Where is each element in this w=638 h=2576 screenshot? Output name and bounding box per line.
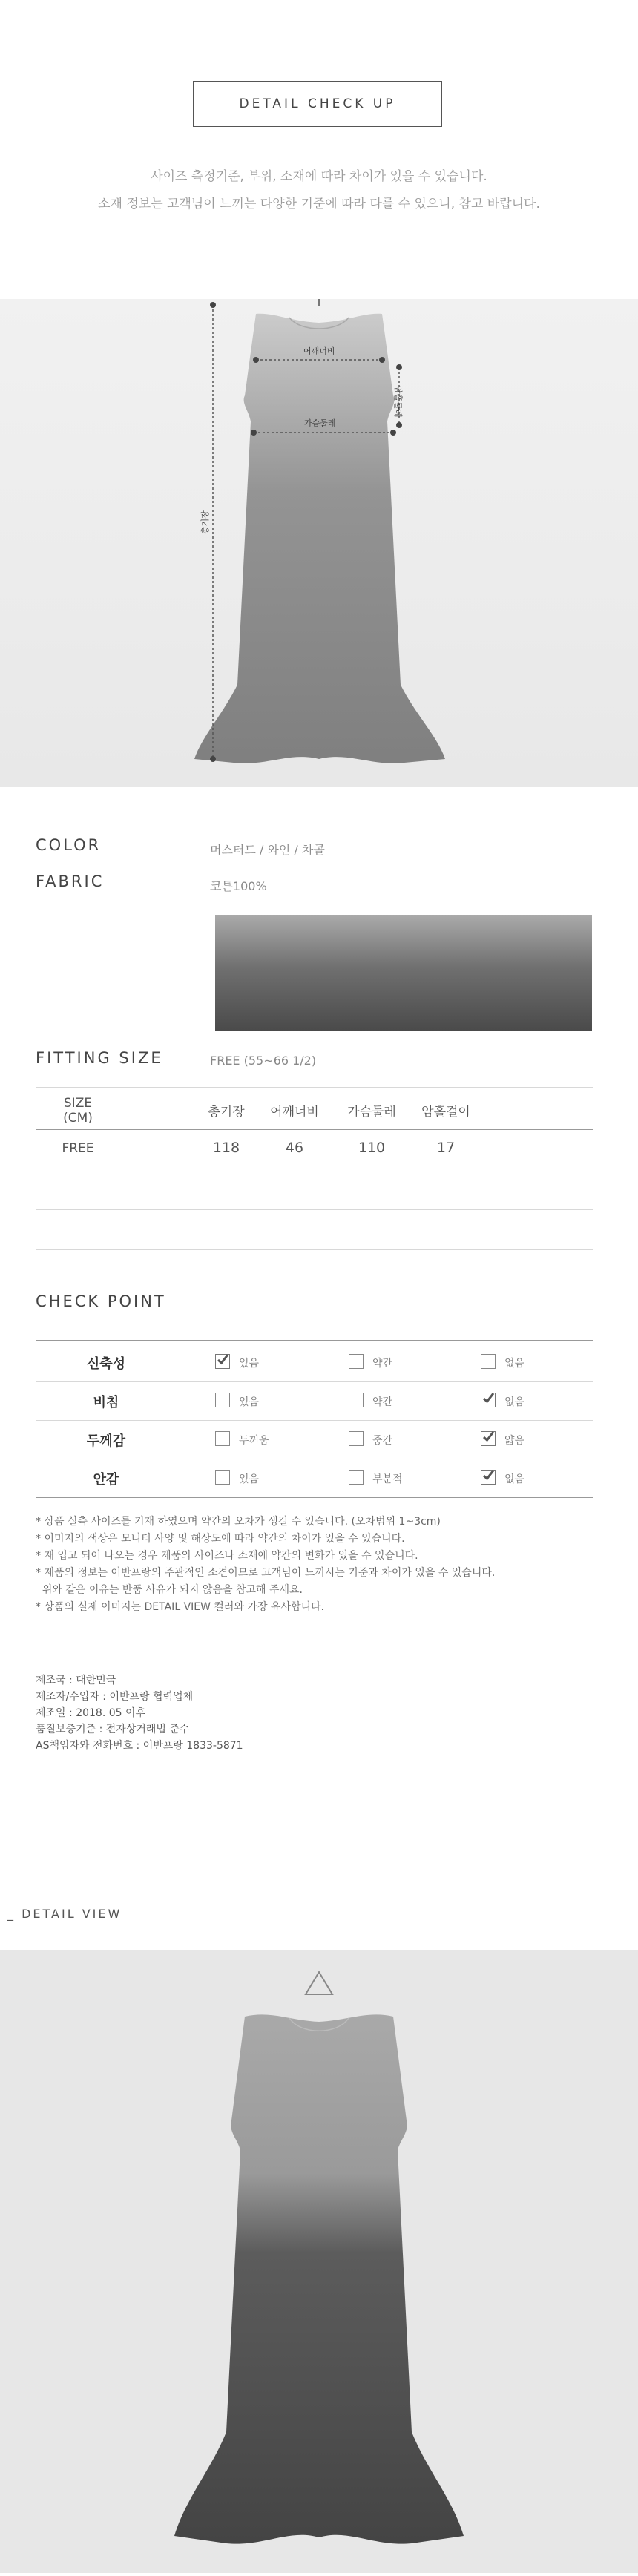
page-title: DETAIL CHECK UP: [193, 81, 442, 127]
row-size: FREE: [62, 1141, 94, 1156]
checkpoint-top-line: [36, 1340, 593, 1341]
fabric-label: FABRIC: [36, 873, 105, 890]
cell-length: 118: [212, 1140, 240, 1156]
table-row-line-3: [36, 1249, 593, 1250]
checkbox[interactable]: [481, 1431, 496, 1446]
checkpoint-row-divider: [36, 1497, 593, 1498]
cell-chest: 110: [358, 1140, 386, 1156]
check-icon: [481, 1392, 495, 1405]
check-icon: [216, 1353, 229, 1367]
cell-shoulder: 46: [285, 1140, 304, 1156]
cell-armhole: 17: [436, 1140, 456, 1156]
checkbox-label: 없음: [504, 1473, 525, 1485]
checkbox-label: 부분적: [372, 1473, 403, 1485]
fabric-value: 코튼100%: [210, 879, 267, 893]
detail-view-label: _ DETAIL VIEW: [7, 1907, 122, 1921]
note-line: 위와 같은 이유는 반품 사유가 되지 않음을 참고해 주세요.: [36, 1584, 303, 1596]
checkbox-label: 두꺼움: [239, 1435, 269, 1447]
dress-detail-illustration: [0, 1950, 638, 2573]
checkpoint-row-label: 비침: [93, 1395, 119, 1410]
label-shoulder: 어깨너비: [303, 346, 335, 356]
checkbox[interactable]: [349, 1431, 364, 1446]
checkbox-label: 얇음: [504, 1435, 525, 1447]
note-line: * 상품 실측 사이즈를 기재 하였으며 약간의 오차가 생길 수 있습니다. (오차범위 1~3cm): [36, 1516, 441, 1528]
maker-info-line: 제조일 : 2018. 05 이후: [36, 1707, 146, 1719]
checkbox-label: 없음: [504, 1358, 525, 1370]
table-row-line-2: [36, 1209, 593, 1210]
fitting-size-label: FITTING SIZE: [36, 1049, 163, 1067]
intro-line-2: 소재 정보는 고객님이 느끼는 다양한 기준에 따라 다를 수 있으니, 참고 바랍니다.: [98, 197, 540, 211]
note-line: * 제품의 정보는 어반프랑의 주관적인 소견이므로 고객님이 느끼시는 기준과 차이가 있을 수 있습니다.: [36, 1567, 496, 1579]
col-armhole: 암홀걸이: [421, 1105, 470, 1120]
size-header: [45, 1096, 111, 1126]
checkbox[interactable]: [215, 1431, 230, 1446]
checkpoint-row-label: 두께감: [86, 1433, 126, 1449]
note-line: * 재 입고 되어 나오는 경우 제품의 사이즈나 소재에 약간의 변화가 있을 수 있습니다.: [36, 1550, 418, 1562]
col-length: 총기장: [208, 1105, 245, 1120]
checkbox[interactable]: [215, 1354, 230, 1369]
table-top-line: [36, 1087, 593, 1088]
fitting-size-value: FREE (55~66 1/2): [210, 1054, 317, 1068]
checkbox[interactable]: [481, 1354, 496, 1369]
intro-line-1: 사이즈 측정기준, 부위, 소재에 따라 차이가 있을 수 있습니다.: [151, 169, 487, 184]
note-line: * 이미지의 색상은 모니터 사양 및 해상도에 따라 약간의 차이가 있을 수 있습니다.: [36, 1533, 405, 1545]
checkbox[interactable]: [481, 1393, 496, 1407]
check-point-label: CHECK POINT: [36, 1292, 166, 1310]
checkpoint-row-divider: [36, 1381, 593, 1382]
maker-info-line: 품질보증기준 : 전자상거래법 준수: [36, 1724, 190, 1735]
maker-info-line: AS책임자와 전화번호 : 어반프랑 1833-5871: [36, 1740, 243, 1752]
checkbox[interactable]: [349, 1393, 364, 1407]
checkbox-label: 중간: [372, 1435, 393, 1447]
checkpoint-row-label: 안감: [93, 1472, 119, 1488]
checkpoint-row-divider: [36, 1420, 593, 1421]
size-header-line1: SIZE: [63, 1096, 93, 1111]
table-header-line: [36, 1129, 593, 1130]
col-shoulder: 어깨너비: [270, 1105, 319, 1120]
maker-info-line: 제조국 : 대한민국: [36, 1675, 116, 1686]
col-chest: 가슴둘레: [347, 1105, 396, 1120]
checkbox-label: 약간: [372, 1358, 393, 1370]
checkbox[interactable]: [349, 1470, 364, 1485]
label-chest: 가슴둘레: [304, 418, 336, 428]
checkbox[interactable]: [481, 1470, 496, 1485]
checkbox[interactable]: [215, 1393, 230, 1407]
dress-measure-illustration: [0, 299, 638, 787]
measurement-photo: [0, 299, 638, 787]
checkbox[interactable]: [215, 1470, 230, 1485]
check-icon: [481, 1430, 495, 1444]
check-icon: [481, 1469, 495, 1482]
checkbox-label: 있음: [239, 1396, 260, 1408]
note-line: * 상품의 실제 이미지는 DETAIL VIEW 컬러와 가장 유사합니다.: [36, 1601, 324, 1613]
detail-view-photo: [0, 1950, 638, 2573]
size-header-line2: (CM): [63, 1111, 93, 1126]
maker-info-line: 제조자/수입자 : 어반프랑 협력업체: [36, 1691, 194, 1703]
checkbox-label: 있음: [239, 1358, 260, 1370]
checkbox-label: 있음: [239, 1473, 260, 1485]
fabric-swatch: [215, 915, 592, 1031]
color-label: COLOR: [36, 836, 102, 854]
label-length: 총기장: [200, 510, 210, 534]
checkbox-label: 없음: [504, 1396, 525, 1408]
checkbox-label: 약간: [372, 1396, 393, 1408]
checkbox[interactable]: [349, 1354, 364, 1369]
label-armhole: 암홀둘레: [393, 386, 403, 418]
checkpoint-row-label: 신축성: [86, 1356, 126, 1372]
color-value: 머스터드 / 와인 / 차콜: [210, 843, 325, 857]
